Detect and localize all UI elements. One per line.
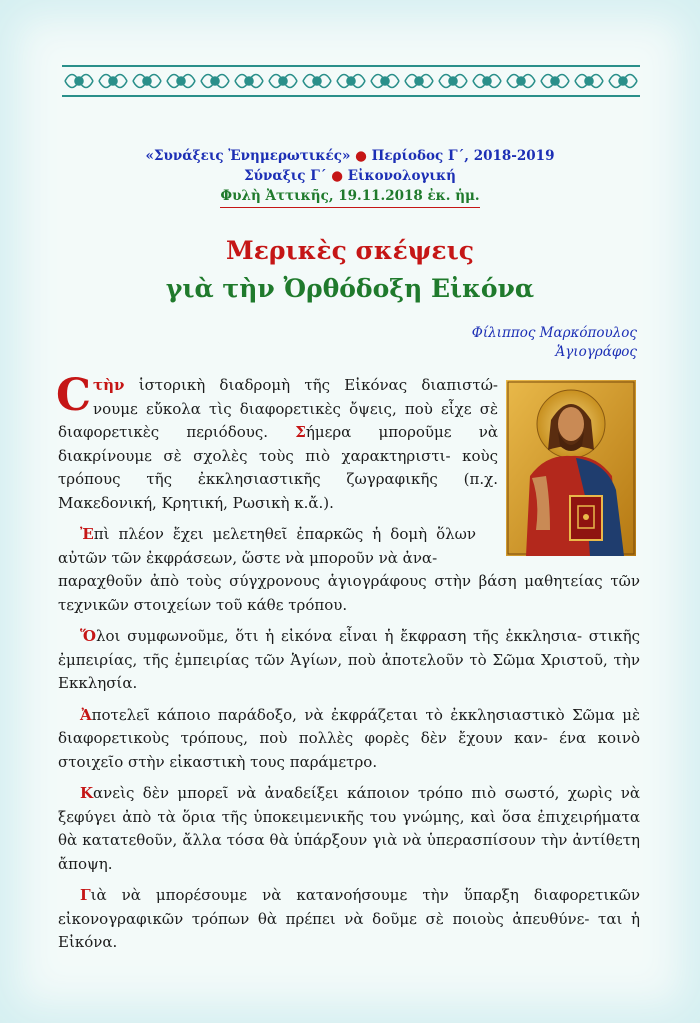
ornament-unit [65,75,93,88]
ornament-unit [201,75,229,88]
synaxis-topic: Εἰκονολογική [347,168,456,184]
paragraph-1 [56,370,498,515]
article-body [56,370,640,963]
article-title [0,232,700,308]
ornament-unit [303,75,331,88]
ornament-unit [609,75,637,88]
author-role: Ἁγιογράφος [555,344,637,360]
separator-dot: ● [331,168,344,184]
p5-initial: Κ [80,784,94,802]
dropcap: C [56,370,92,421]
p5-text: ανεὶς δὲν μπορεῖ νὰ ἀναδείξει κάποιον τρόπο πιὸ σωστό, χωρὶς νὰ ξεφύγει ἀπὸ τὰ ὅρια τῆς ὑποκειμενικῆς του γνώμης, καὶ ὅσα ἐπιχειρήματα θὰ κατατεθοῦν, ἄλλα τόσα θὰ ὑπάρξουν γιὰ νὰ ὑπερασπίσουν τὴν ἀντίθετη ἄποψη. [58,784,640,873]
p6-text: ιὰ νὰ μπορέσουμε νὰ κατανοήσουμε τὴν ὕπαρξη διαφορετικῶν εἰκονογραφικῶν τρόπων θὰ πρέπει νὰ δοῦμε σὲ ποιοὺς ἀπευθύνε- ται ἡ Εἰκόνα. [58,886,640,951]
p2-line-3: παραχθοῦν ἀπὸ τοὺς σύγχρονους ἁγιογράφους στὴν βάση μαθητείας [58,572,603,590]
paragraph-3 [58,625,640,696]
p1-line-7: (π.χ. Μακεδονική, Κρητική, Ρωσικὴ κ.ἄ.). [58,470,498,512]
ornament-unit [439,75,467,88]
lead-word: τὴν [93,376,125,394]
p1-s-initial: Σ [295,423,306,441]
p4-text: ποτελεῖ κάποιο παράδοξο, νὰ ἐκφράζεται τὸ ἐκκλησιαστικὸ Σῶμα μὲ διαφορετικοὺς τρόπους, ποὺ πολλὲς φορὲς δὲν ἔχουν καν- ένα κοινὸ στοιχεῖο στὴν εἰκαστικὴ τους παράμετρο. [58,705,640,771]
ornament-unit [405,75,433,88]
ornament-unit [507,75,535,88]
p2-line-2: αὐτῶν τῶν ἐκφράσεων, ὥστε νὰ μποροῦν νὰ ἀνα- [58,548,438,567]
ornament-unit [473,75,501,88]
event-header [0,146,700,208]
paragraph-4 [58,704,640,775]
ornament-unit [235,75,263,88]
p2-line-1: πὶ πλέον ἔχει μελετηθεῖ ἐπαρκῶς ἡ δομὴ ὅλων [93,525,476,543]
p1-line-2: νουμε εὔκολα τὶς διαφορετικὲς ὄψεις, ποὺ εἶχε [93,399,472,418]
author-name: Φίλιππος Μαρκόπουλος [471,325,637,341]
series-period: Περίοδος Γ΄, 2018-2019 [371,148,555,164]
title-line-2: γιὰ τὴν Ὀρθόδοξη Εἰκόνα [165,274,535,303]
separator-dot: ● [355,148,367,164]
p3-text: λοι συμφωνοῦμε, ὅτι ἡ εἰκόνα εἶναι ἡ ἔκφραση τῆς ἐκκλησια- στικῆς ἐμπειρίας, τῆς ἐμπειρίας τῶν Ἁγίων, ποὺ ἀποτελοῦν τὸ Σῶμα Χριστοῦ, τὴν Εκκλησία. [58,627,640,692]
title-line-1: Μερικὲς σκέψεις [226,236,474,265]
paragraph-2 [58,523,640,617]
series-name: «Συνάξεις Ἐνημερωτικές» [145,148,351,164]
place-date: Φυλὴ Ἀττικῆς, 19.11.2018 ἐκ. ἡμ. [220,186,479,208]
p6-initial: Γ [80,886,91,904]
p2-narrow-block [58,523,476,570]
p1-line-6: κοὺς τρόπους τῆς ἐκκλησιαστικῆς ζωγραφικῆς [58,446,498,488]
ornament-unit [575,75,603,88]
header-synaxis-line [0,166,700,186]
ornament-unit [541,75,569,88]
p1-line-5: διακρίνουμε σὲ σχολὲς τοὺς πιὸ χαρακτηριστι- [58,446,451,465]
ornament-unit [337,75,365,88]
ornament-unit [167,75,195,88]
header-series-line [0,146,700,166]
ornament-unit [99,75,127,88]
p2-line-4: τῶν τεχνικῶν στοιχείων τοῦ κάθε τρόπου. [58,572,640,614]
ornamental-border [62,64,640,98]
p4-initial: Ἀ [80,705,92,724]
p3-initial: Ὅ [80,627,96,645]
p1-line-3: σὲ διαφορετικὲς περιόδους. [58,399,498,441]
p1-line-4: ήμερα μποροῦμε νὰ [305,423,498,441]
ornament-unit [269,75,297,88]
synaxis-number: Σύναξις Γ΄ [244,168,327,184]
paragraph-5 [58,782,640,876]
author-block [472,324,637,362]
paragraph-6 [58,884,640,955]
p2-initial: Ἐ [80,525,94,543]
p1-line-1: ἱστορικὴ διαδρομὴ τῆς Εἰκόνας διαπιστώ- [138,376,498,394]
ornament-unit [371,75,399,88]
ornament-unit [133,75,161,88]
